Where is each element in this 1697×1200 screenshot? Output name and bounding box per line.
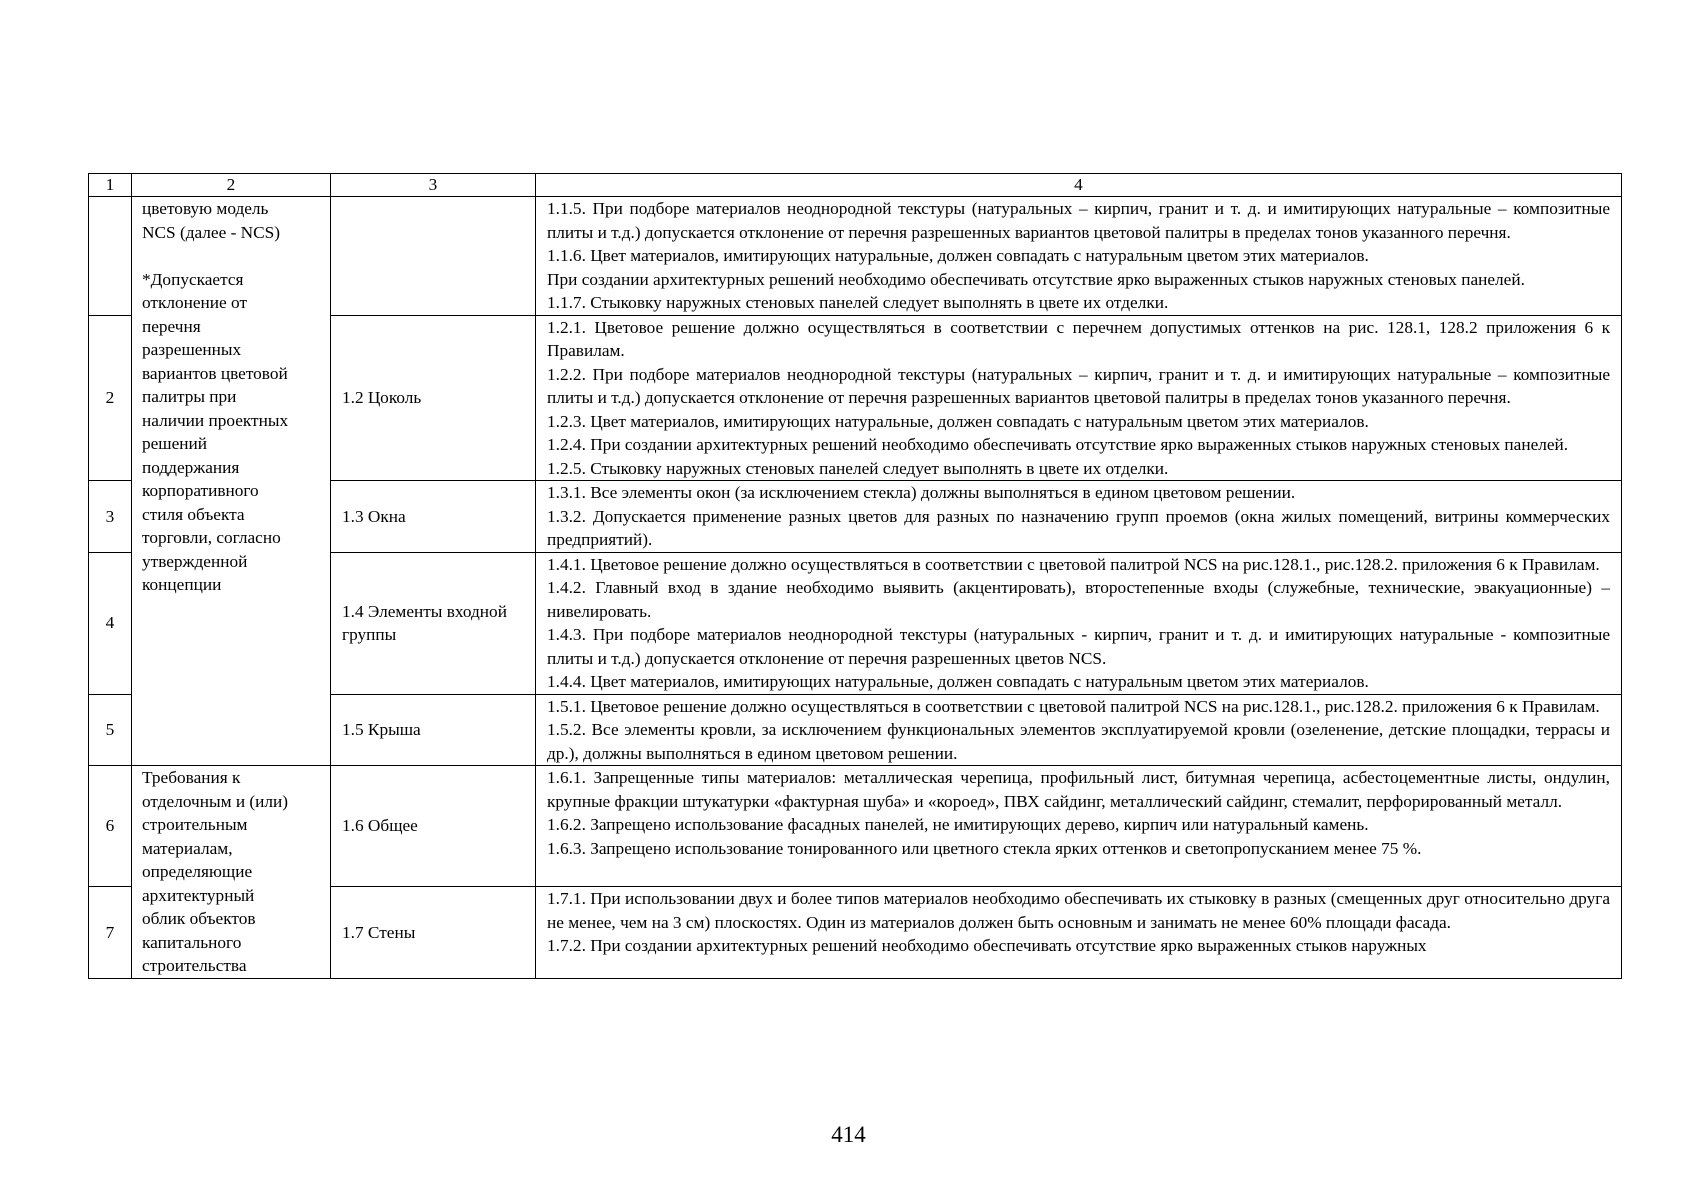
- requirements-cell: [536, 887, 1622, 978]
- requirement-item: 1.2.2. При подборе материалов неоднородной текстуры (натуральных – кирпич, гранит и т. д. и имитирующих натуральные – композитные плиты и т.д.) допускается отклонение от перечня разрешенных вариантов цветовой палитры в пределах тонов указанного перечня.: [547, 364, 1610, 407]
- requirement-item: 1.6.2. Запрещено использование фасадных панелей, не имитирующих дерево, кирпич или натуральный камень.: [547, 815, 1369, 834]
- requirements-cell: [536, 766, 1622, 887]
- section-cell: 1.7 Стены: [331, 887, 536, 978]
- section-cell: [331, 197, 536, 316]
- section-cell: 1.6 Общее: [331, 766, 536, 887]
- requirement-item: 1.5.1. Цветовое решение должно осуществляться в соответствии с цветовой палитрой NCS на рис.128.1., рис.128.2. приложения 6 к Правилам.: [547, 696, 1600, 716]
- requirement-item: При создании архитектурных решений необходимо обеспечивать отсутствие ярко выраженных стыков наружных стеновых панелей.: [547, 269, 1525, 289]
- row-number: 3: [89, 481, 132, 553]
- category-line: капитального: [142, 932, 242, 952]
- row-number: 6: [89, 766, 132, 887]
- category-line: Требования к: [142, 768, 241, 787]
- section-cell: 1.4 Элементы входной группы: [331, 552, 536, 694]
- requirements-cell: [536, 552, 1622, 694]
- section-cell: 1.5 Крыша: [331, 694, 536, 766]
- category-line: облик объектов: [142, 909, 256, 928]
- requirement-item: 1.7.2. При создании архитектурных решений необходимо обеспечивать отсутствие ярко выраженных стыков наружных: [547, 936, 1427, 956]
- section-cell: 1.3 Окна: [331, 481, 536, 553]
- category-line: палитры при: [142, 387, 237, 406]
- category-line: наличии проектных: [142, 410, 289, 430]
- row-number: [89, 197, 132, 316]
- row-number: 2: [89, 315, 132, 481]
- requirement-item: 1.2.3. Цвет материалов, имитирующих натуральные, должен совпадать с натуральным цветом этих материалов.: [547, 411, 1369, 431]
- category-cell-color: [132, 197, 331, 766]
- category-line: материалам,: [142, 838, 233, 858]
- requirements-cell: [536, 197, 1622, 316]
- category-line: вариантов цветовой: [142, 363, 288, 383]
- requirement-item: 1.3.1. Все элементы окон (за исключением стекла) должны выполняться в едином цветовом решении.: [547, 483, 1296, 502]
- requirement-item: 1.3.2. Допускается применение разных цветов для разных по назначению групп проемов (окна жилых помещений, витрины коммерческих предприятий).: [547, 506, 1610, 549]
- header-cell-4: 4: [536, 174, 1622, 197]
- category-line: строительства: [142, 956, 247, 975]
- header-row: [89, 174, 1622, 197]
- requirement-item: 1.1.5. При подборе материалов неоднородной текстуры (натуральных – кирпич, гранит и т. д. и имитирующих натуральные – композитные плиты и т.д.) допускается отклонение от перечня разрешенных вариантов цветовой палитры в пределах тонов указанного перечня.: [547, 199, 1610, 242]
- category-cell-materials: [132, 766, 331, 979]
- category-line: стиля объекта: [142, 504, 245, 524]
- category-line: разрешенных: [142, 340, 242, 359]
- requirement-item: 1.2.4. При создании архитектурных решений необходимо обеспечивать отсутствие ярко выраженных стыков наружных стеновых панелей.: [547, 435, 1569, 454]
- table-row: [89, 197, 1622, 316]
- category-line: архитектурный: [142, 885, 255, 905]
- requirement-item: 1.7.1. При использовании двух и более типов материалов необходимо обеспечивать их стыковку в разных (смещенных друг относительно друга не менее, чем на 3 см) плоскостях. Один из материалов должен быть основным и занимать не менее 60% площади фасада.: [547, 889, 1610, 932]
- requirements-cell: [536, 315, 1622, 481]
- category-line: отклонение от: [142, 293, 247, 312]
- header-cell-1: 1: [89, 174, 132, 197]
- category-line: перечня: [142, 316, 201, 336]
- requirement-item: 1.1.6. Цвет материалов, имитирующих натуральные, должен совпадать с натуральным цветом этих материалов.: [547, 246, 1369, 265]
- requirements-cell: [536, 694, 1622, 766]
- row-number: 4: [89, 552, 132, 694]
- requirement-item: 1.4.3. При подборе материалов неоднородной текстуры (натуральных - кирпич, гранит и т. д. и имитирующих натуральные - композитные плиты и т.д.) допускается отклонение от перечня разрешенных цветов NCS.: [547, 625, 1610, 668]
- category-line: утвержденной: [142, 551, 248, 571]
- table-row: [89, 766, 1622, 887]
- category-line: отделочным и (или): [142, 791, 289, 811]
- row-number: 7: [89, 887, 132, 978]
- requirement-item: 1.4.1. Цветовое решение должно осуществляться в соответствии с цветовой палитрой NCS на рис.128.1., рис.128.2. приложения 6 к Правилам.: [547, 554, 1600, 574]
- category-line: поддержания: [142, 457, 240, 477]
- category-line: решений: [142, 434, 208, 453]
- category-gap: [142, 244, 326, 268]
- requirement-item: 1.5.2. Все элементы кровли, за исключением функциональных элементов эксплуатируемой кровли (озеленение, детские площадки, террасы и др.), должны выполняться в едином цветовом решении.: [547, 720, 1610, 763]
- category-line: определяющие: [142, 862, 253, 881]
- requirement-item: 1.1.7. Стыковку наружных стеновых панелей следует выполнять в цвете их отделки.: [547, 293, 1169, 312]
- header-cell-3: 3: [331, 174, 536, 197]
- requirement-item: 1.4.4. Цвет материалов, имитирующих натуральные, должен совпадать с натуральным цветом этих материалов.: [547, 672, 1369, 691]
- section-cell: 1.2 Цоколь: [331, 315, 536, 481]
- page-number: 414: [831, 1122, 866, 1147]
- requirement-item: 1.6.3. Запрещено использование тонированного или цветного стекла ярких оттенков и светопропусканием менее 75 %.: [547, 838, 1422, 858]
- category-line: концепции: [142, 575, 222, 594]
- requirement-item: 1.2.5. Стыковку наружных стеновых панелей следует выполнять в цвете их отделки.: [547, 458, 1169, 478]
- requirements-cell: [536, 481, 1622, 553]
- category-line: корпоративного: [142, 481, 259, 500]
- requirement-item: 1.6.1. Запрещенные типы материалов: металлическая черепица, профильный лист, битумная черепица, асбестоцементные листы, ондулин, крупные фракции штукатурки «фактурная шуба» и «короед», ПВХ сайдинг, металлический сайдинг, стемалит, перфорированный металл.: [547, 768, 1610, 811]
- header-cell-2: 2: [132, 174, 331, 197]
- category-line: NCS (далее - NCS): [142, 222, 281, 242]
- row-number: 5: [89, 694, 132, 766]
- requirements-table: [88, 173, 1622, 979]
- category-line: цветовую модель: [142, 199, 269, 218]
- category-line: строительным: [142, 815, 248, 834]
- requirement-item: 1.4.2. Главный вход в здание необходимо выявить (акцентировать), второстепенные входы (служебные, технические, эвакуационные) – нивелировать.: [547, 578, 1610, 621]
- requirement-item: 1.2.1. Цветовое решение должно осуществляться в соответствии с перечнем допустимых оттенков на рис. 128.1, 128.2 приложения 6 к Правилам.: [547, 317, 1610, 360]
- category-line: торговли, согласно: [142, 528, 281, 547]
- category-line: *Допускается: [142, 269, 244, 289]
